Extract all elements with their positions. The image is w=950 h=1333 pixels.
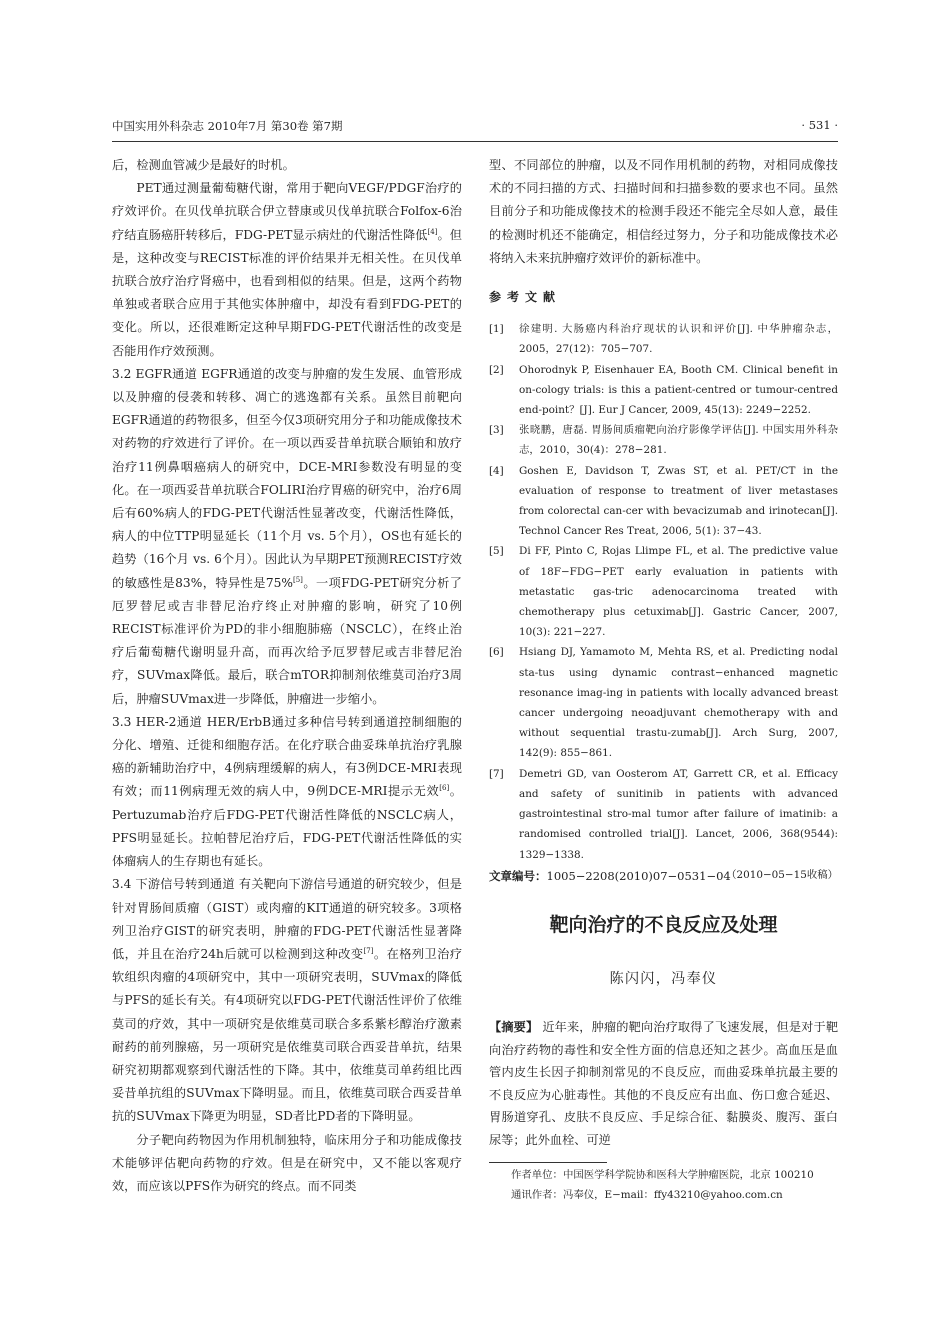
citation: [7]: [363, 946, 374, 955]
reference-item: [489, 764, 838, 865]
reference-item: [489, 360, 838, 421]
section-3-3: 3.3 HER-2通道 HER/ErbB通过多种信号转到通道控制细胞的分化、增殖、迁徙和细胞存活。在化疗联合曲妥珠单抗治疗乳腺癌的新辅助治疗中，4例病理缓解的病人，有3例DCE-MRI表现有效；而11例病理无效的病人中，9例DCE-MRI提示无效[6]。Pertuzumab治疗后FDG-PET代谢活性降低的NSCLC病人，PFS明显延长。拉帕替尼治疗后，FDG-PET代谢活性降低的实体瘤病人的生存期也有延长。: [112, 714, 462, 869]
reference-text: Hsiang DJ, Yamamoto M, Mehta RS, et al. Predicting nodal sta-tus using dynamic contrast−enhanced magnetic resonance imag-ing in patients with locally advanced breast cancer undergoing neoadjuvant chemotherapy with and without sequential trastu-zumab[J]. Arch Surg, 2007, 142(9): 855−861.: [519, 646, 838, 760]
footnote-rule: [489, 1162, 607, 1163]
paragraph: 分子靶向药物因为作用机制独特，临床用分子和功能成像技术能够评估靶向药物的疗效。但是在研究中，又不能以客观疗效，而应该以PFS作为研究的终点。而不同类: [112, 1132, 462, 1193]
reference-number: [4]: [489, 464, 504, 477]
reference-number: [5]: [489, 545, 504, 558]
left-column: [112, 154, 462, 1198]
abstract: [489, 1016, 838, 1152]
reference-number: [6]: [489, 646, 504, 659]
reference-list: [489, 319, 838, 864]
journal-info: 中国实用外科杂志 2010年7月 第30卷 第7期: [112, 119, 343, 133]
reference-text: 徐建明. 大肠癌内科治疗现状的认识和评价[J]. 中华肿瘤杂志，2005，27(12)：705−707.: [519, 323, 838, 356]
abstract-text: 近年来，肿瘤的靶向治疗取得了飞速发展，但是对于靶向治疗药物的毒性和安全性方面的信息还知之甚少。高血压是血管内皮生长因子抑制剂常见的不良反应，而曲妥珠单抗最主要的不良反应为心脏毒性。其他的不良反应有出血、伤口愈合延迟、胃肠道穿孔、皮肤不良反应、手足综合征、黏膜炎、腹泻、蛋白尿等；此外血栓、可逆: [489, 1020, 839, 1147]
paragraph: 型、不同部位的肿瘤，以及不同作用机制的药物，对相同成像技术的不同扫描的方式、扫描时间和扫描参数的要求也不同。虽然目前分子和功能成像技术的检测手段还不能完全尽如人意，最佳的检测时机还不能确定，相信经过努力，分子和功能成像技术必将纳入未来抗肿瘤疗效评价的新标准中。: [489, 158, 838, 265]
article-number: 文章编号：1005−2208(2010)07−0531−04: [489, 869, 731, 883]
reference-item: [489, 541, 838, 642]
section-3-4: 3.4 下游信号转到通道 有关靶向下游信号通道的研究较少，但是针对胃肠间质瘤（GIST）或肉瘤的KIT通道的研究较多。3项格列卫治疗GIST的研究表明，肿瘤的FDG-PET代谢活性显著降低，并且在治疗24h后就可以检测到这种改变[7]。在格列卫治疗软组织肉瘤的4项研究中，其中一项研究表明，SUVmax的降低与PFS的延长有关。有4项研究以FDG-PET代谢活性评价了依维莫司的疗效，其中一项研究是依维莫司联合多系紫杉醇治疗激素耐药的前列腺癌，另一项研究是依维莫司联合西妥昔单抗，结果研究初期都观察到代谢活性的下降。其中，依维莫司单药组比西妥昔单抗组的SUVmax下降明显。而且，依维莫司联合西妥昔单抗的SUVmax下降更为明显，SD者比PD者的下降明显。: [112, 877, 463, 1124]
running-header: [112, 118, 838, 140]
reference-item: [489, 319, 838, 359]
page-number: · 531 ·: [801, 118, 838, 132]
footnotes: [489, 1165, 838, 1205]
reference-item: [489, 420, 838, 460]
reference-text: Di FF, Pinto C, Rojas Llimpe FL, et al. The predictive value of 18F−FDG−PET early evaluation in patients with metastatic gas-tric adenocarcinoma treated with chemotherapy plus cetuximab[J]. Gastric Cancer, 2007, 10(3): 221−227.: [519, 545, 838, 639]
reference-item: [489, 642, 838, 763]
citation: [5]: [293, 575, 303, 584]
reference-text: Demetri GD, van Oosterom AT, Garrett CR, et al. Efficacy and safety of sunitinib in patients with advanced gastrointestinal stro-mal tumor after failure of imatinib: a randomised controlled trial[J]. Lancet, 2006, 368(9544): 1329−1338.: [519, 767, 838, 861]
header-rule: [112, 141, 838, 142]
citation: [6]: [439, 784, 450, 793]
citation: [4]: [427, 227, 438, 236]
reference-number: [7]: [489, 767, 504, 780]
section-3-2: 3.2 EGFR通道 EGFR通道的改变与肿瘤的发生发展、血管形成以及肿瘤的侵袭和转移、凋亡的逃逸都有关系。虽然目前靶向EGFR通道的药物很多，但至今仅3项研究用分子和功能成像技术对药物的疗效进行了评价。在一项以西妥昔单抗联合顺铂和放疗治疗11例鼻咽癌病人的研究中，DCE-MRI参数没有明显的变化。在一项西妥昔单抗联合FOLIRI治疗胃癌的研究中，治疗6周后有60%病人的FDG-PET代谢活性显著改变，代谢活性降低，病人的中位TTP明显延长（11个月 vs. 5个月），OS也有延长的趋势（16个月 vs. 6个月）。因此认为早期PET预测RECIST疗效的敏感性是83%，特异性是75%[5]。一项FDG-PET研究分析了厄罗替尼或吉非替尼治疗终止对肿瘤的影响，研究了10例RECIST标准评价为PD的非小细胞肺癌（NSCLC），在终止治疗后葡萄糖代谢明显升高，而再次给予厄罗替尼或吉非替尼治疗，SUVmax降低。最后，联合mTOR抑制剂依维莫司治疗3周后，肿瘤SUVmax进一步降低，肿瘤进一步缩小。: [112, 366, 462, 706]
paragraph: PET通过测量葡萄糖代谢，常用于靶向VEGF/PDGF治疗的疗效评价。在贝伐单抗联合伊立替康或贝伐单抗联合Folfox-6治疗结直肠癌肝转移后，FDG-PET显示病灶的代谢活性降低[4]。但是，这种改变与RECIST标准的评价结果并无相关性。在贝伐单抗联合放疗治疗肾癌中，也看到相似的结果。但是，这两个药物单独或者联合应用于其他实体肿瘤中，却没有看到FDG-PET的变化。所以，还很难断定这种早期FDG-PET代谢活性的改变是否能用作疗效预测。: [112, 181, 462, 358]
reference-number: [1]: [489, 323, 504, 336]
abstract-label: 【摘要】: [489, 1020, 539, 1034]
article-title: 靶向治疗的不良反应及处理: [549, 914, 778, 936]
correspondence: 通讯作者：冯奉仪，E−mail：ffy43210@yahoo.com.cn: [511, 1189, 783, 1201]
received-date: （2010−05−15收稿）: [726, 868, 838, 881]
reference-text: Ohorodnyk P, Eisenhauer EA, Booth CM. Clinical benefit in on-cology trials: is this a patient-centred or tumour-centred end-point？[J]. Eur J Cancer, 2009, 45(13): 2249−2252.: [519, 363, 838, 417]
article-authors: 陈闪闪，冯奉仪: [609, 971, 718, 987]
affiliation: 作者单位：中国医学科学院协和医科大学肿瘤医院，北京 100210: [511, 1169, 814, 1181]
reference-number: [2]: [489, 363, 504, 376]
reference-item: [489, 461, 838, 542]
right-column: [489, 154, 838, 885]
references-heading: 参考文献: [489, 290, 562, 305]
reference-number: [3]: [489, 424, 504, 437]
paragraph: 后，检测血管减少是最好的时机。: [112, 158, 295, 172]
reference-text: Goshen E, Davidson T, Zwas ST, et al. PET/CT in the evaluation of response to treatment of liver metastases from colorectal can-cer with bevacizumab and irinotecan[J]. Technol Cancer Res Treat, 2006, 5(1): 37−43.: [519, 464, 838, 538]
reference-text: 张晓鹏，唐磊. 胃肠间质瘤靶向治疗影像学评估[J]. 中国实用外科杂志，2010，30(4)：278−281.: [519, 424, 838, 457]
